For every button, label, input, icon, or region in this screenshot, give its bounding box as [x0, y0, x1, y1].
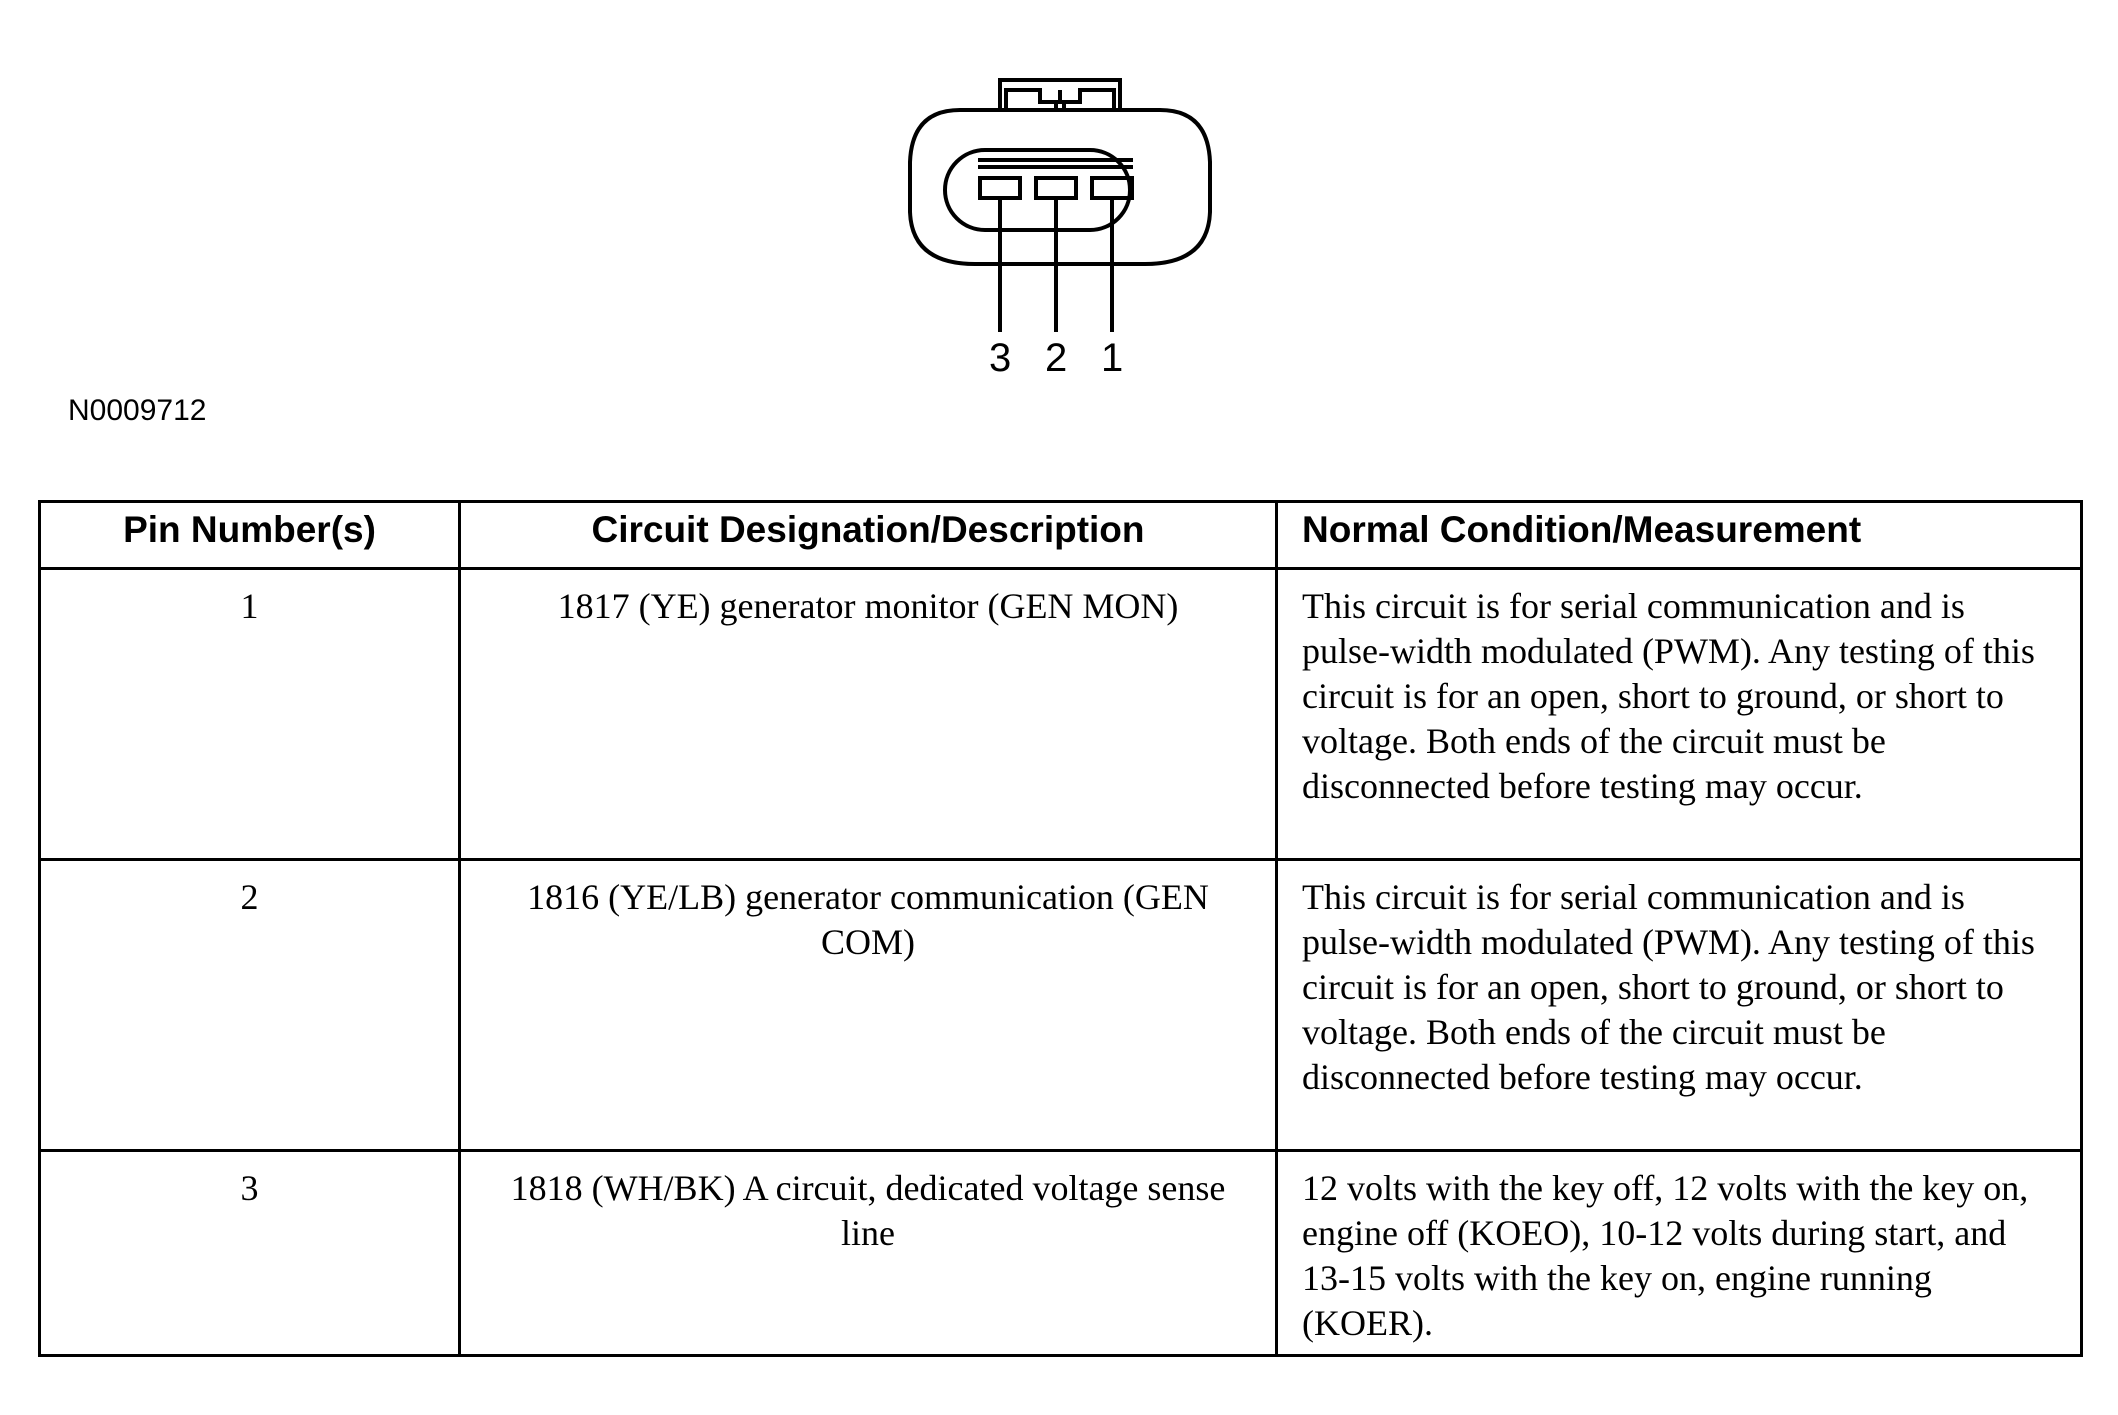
table-row	[40, 1151, 2082, 1356]
cell-condition: 12 volts with the key off, 12 volts with the key on, engine off (KOEO), 10-12 volts during start, and 13-15 volts with the key on, engine running (KOER).	[1277, 1151, 2082, 1356]
pin-label-1: 1	[1101, 336, 1124, 380]
terminal-1	[1092, 178, 1132, 198]
pin-label-3: 3	[989, 336, 1012, 380]
table-row	[40, 860, 2082, 1151]
cell-circuit: 1816 (YE/LB) generator communication (GEN COM)	[460, 860, 1277, 1151]
cell-pin: 2	[40, 860, 460, 1151]
pin-label-2: 2	[1045, 336, 1068, 380]
header-condition: Normal Condition/Measurement	[1277, 502, 2082, 569]
figure-id: N0009712	[68, 394, 207, 427]
cell-circuit: 1817 (YE) generator monitor (GEN MON)	[460, 569, 1277, 860]
pin-table	[38, 500, 2083, 1357]
cell-pin: 3	[40, 1151, 460, 1356]
header-circuit: Circuit Designation/Description	[460, 502, 1277, 569]
table-header-row	[40, 502, 2082, 569]
table-row	[40, 569, 2082, 860]
header-pin-numbers: Pin Number(s)	[40, 502, 460, 569]
terminal-2	[1036, 178, 1076, 198]
terminal-3	[980, 178, 1020, 198]
connector-housing	[910, 110, 1210, 264]
cell-condition: This circuit is for serial communication and is pulse-width modulated (PWM). Any testing of this circuit is for an open, short to ground, or short to voltage. Both ends of the circuit must be disconnected before testing may occur.	[1277, 860, 2082, 1151]
cell-pin: 1	[40, 569, 460, 860]
cell-condition: This circuit is for serial communication and is pulse-width modulated (PWM). Any testing of this circuit is for an open, short to ground, or short to voltage. Both ends of the circuit must be disconnected before testing may occur.	[1277, 569, 2082, 860]
cell-circuit: 1818 (WH/BK) A circuit, dedicated voltage sense line	[460, 1151, 1277, 1356]
